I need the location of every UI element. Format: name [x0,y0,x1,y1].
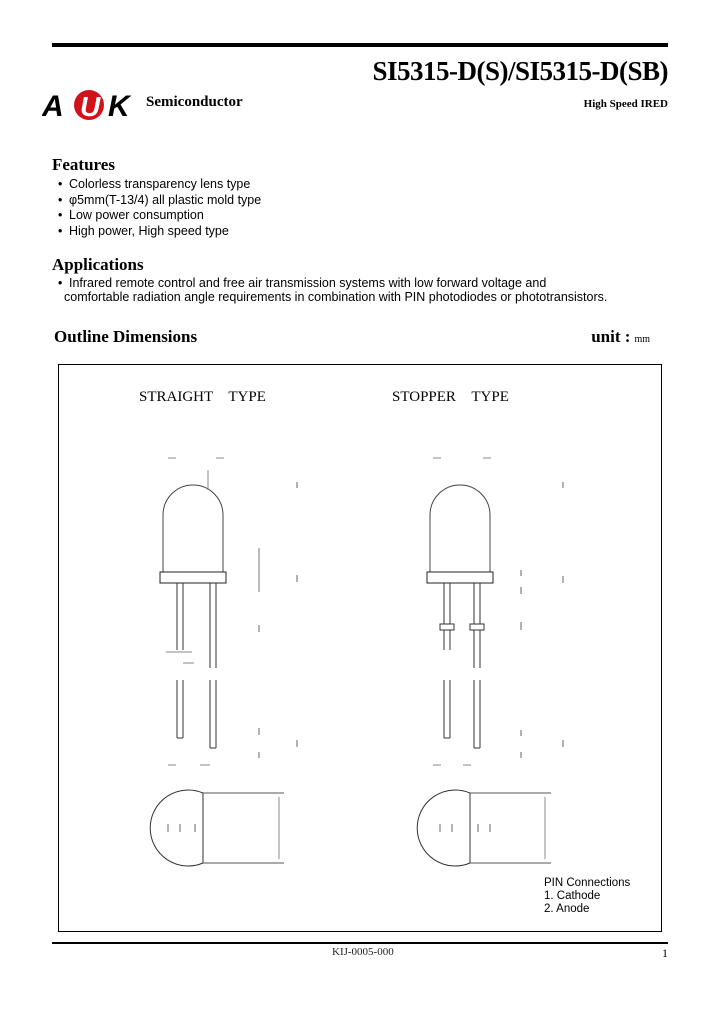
pin-connections-title: PIN Connections [544,877,631,889]
logo-letter-a: A [42,90,64,122]
stopper-type-label: STOPPER TYPE [392,389,509,405]
feature-item: • φ5mm(T-13/4) all plastic mold type [58,193,261,209]
document-code: KIJ-0005-000 [332,946,394,958]
features-heading: Features [52,155,115,174]
pin-1-label: 1. Cathode [544,890,601,902]
feature-item: • Low power consumption [58,208,261,224]
logo-letter-k: K [108,90,130,122]
applications-line-2: comfortable radiation angle requirements in combination with PIN photodiodes or phototransistors. [64,290,608,304]
bottom-rule [52,942,668,944]
straight-led-side-view [160,458,297,765]
unit-value: mm [634,334,650,345]
stopper-led-bottom-view [417,790,551,866]
applications-heading: Applications [52,255,144,274]
straight-type-label: STRAIGHT TYPE [139,389,266,405]
feature-item: • High power, High speed type [58,224,261,240]
feature-item: • Colorless transparency lens type [58,177,261,193]
straight-led-bottom-view [150,790,284,866]
logo-letter-u: U [80,91,101,122]
pin-connections [544,877,630,916]
part-number-title: SI5315-D(S)/SI5315-D(SB) [372,56,668,86]
company-name: Semiconductor [146,94,243,110]
product-subtitle: High Speed IRED [583,98,668,110]
pin-2-label: 2. Anode [544,903,590,915]
outline-heading: Outline Dimensions [54,327,198,346]
stopper-led-side-view [427,458,563,765]
unit-label: unit : [591,327,631,346]
applications-line-1: • Infrared remote control and free air transmission systems with low forward voltage and [58,276,698,290]
page-number: 1 [662,946,668,960]
